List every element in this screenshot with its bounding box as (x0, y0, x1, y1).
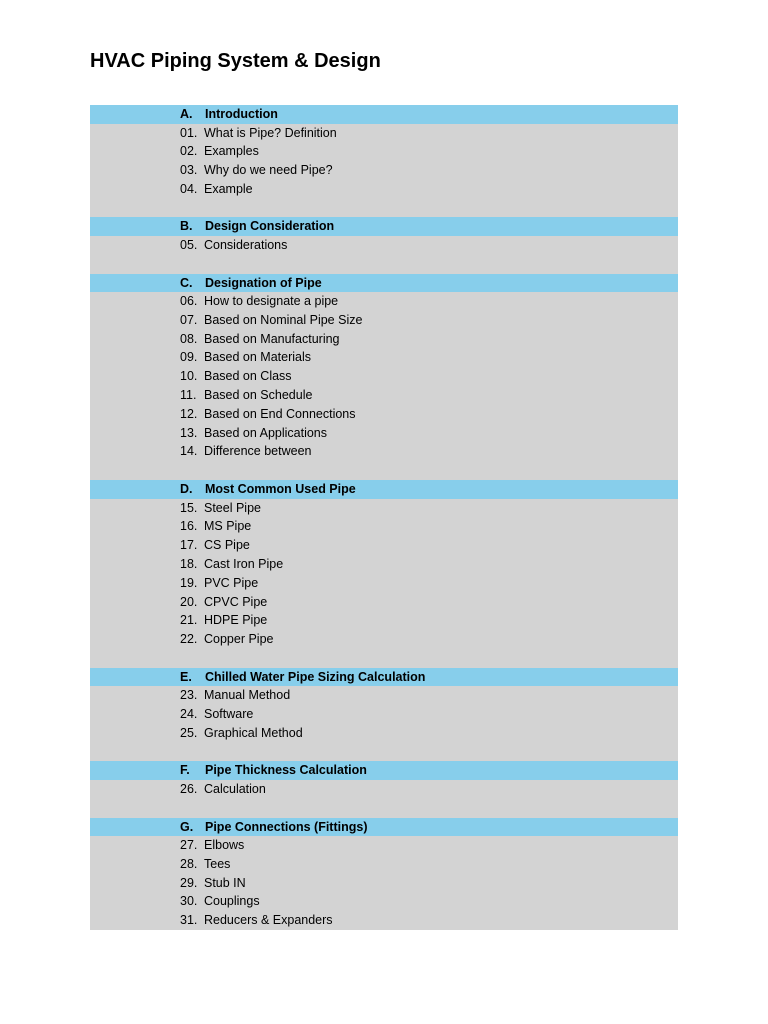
list-item (90, 424, 678, 443)
toc-section (90, 668, 678, 762)
item-number: 30. (180, 894, 198, 909)
item-label: How to designate a pipe (204, 294, 339, 309)
item-label: Reducers & Expanders (204, 913, 333, 928)
item-number: 12. (180, 406, 198, 421)
item-number: 11. (180, 388, 197, 403)
item-number: 17. (180, 538, 198, 553)
item-label: HDPE Pipe (204, 613, 268, 628)
list-item (90, 236, 678, 255)
section-header (90, 274, 678, 293)
list-item (90, 330, 678, 349)
list-item (90, 630, 678, 649)
section-title: Pipe Connections (Fittings) (205, 819, 368, 834)
list-item (90, 405, 678, 424)
item-label: Couplings (204, 894, 260, 909)
section-letter: A. (180, 107, 193, 121)
list-item (90, 348, 678, 367)
section-letter: F. (180, 763, 190, 778)
toc-section (90, 480, 678, 668)
item-label: Stub IN (204, 875, 246, 890)
section-header (90, 668, 678, 687)
item-label: CS Pipe (204, 538, 250, 553)
item-label: Why do we need Pipe? (204, 163, 333, 178)
item-label: Examples (204, 144, 259, 159)
item-label: Based on Class (204, 369, 292, 384)
list-item (90, 892, 678, 911)
section-title: Designation of Pipe (205, 275, 322, 290)
item-label: Based on Applications (204, 425, 328, 440)
list-item (90, 593, 678, 612)
item-number: 10. (180, 369, 198, 384)
item-number: 24. (180, 707, 198, 722)
section-header (90, 105, 678, 124)
section-letter: C. (180, 275, 193, 290)
item-label: CPVC Pipe (204, 594, 268, 609)
item-number: 01. (180, 125, 198, 140)
section-spacer (90, 799, 678, 818)
list-item (90, 292, 678, 311)
table-of-contents (90, 105, 678, 930)
item-label: Based on Schedule (204, 388, 313, 403)
item-label: Software (204, 707, 254, 722)
list-item (90, 780, 678, 799)
item-number: 08. (180, 331, 198, 346)
item-number: 31. (180, 913, 198, 928)
item-number: 04. (180, 181, 198, 196)
item-number: 14. (180, 444, 198, 459)
item-label: Calculation (204, 781, 266, 796)
item-label: Based on Materials (204, 350, 312, 365)
list-item (90, 724, 678, 743)
item-label: Considerations (204, 237, 288, 252)
section-spacer (90, 649, 678, 668)
section-header (90, 761, 678, 780)
toc-section (90, 274, 678, 480)
item-number: 21. (180, 613, 198, 628)
list-item (90, 836, 678, 855)
list-item (90, 180, 678, 199)
section-header (90, 217, 678, 236)
list-item (90, 161, 678, 180)
item-label: Tees (204, 856, 231, 871)
section-title: Chilled Water Pipe Sizing Calculation (205, 669, 426, 684)
section-spacer (90, 199, 678, 218)
item-label: Based on Nominal Pipe Size (204, 312, 363, 327)
item-number: 07. (180, 312, 198, 327)
toc-section (90, 217, 678, 273)
item-label: Based on Manufacturing (204, 331, 340, 346)
section-title: Introduction (205, 107, 278, 121)
item-number: 16. (180, 519, 198, 534)
section-items (90, 236, 678, 274)
section-header (90, 480, 678, 499)
list-item (90, 442, 678, 461)
item-number: 18. (180, 556, 198, 571)
item-label: What is Pipe? Definition (204, 125, 337, 140)
toc-section (90, 761, 678, 817)
section-header (90, 818, 678, 837)
item-label: Difference between (204, 444, 312, 459)
section-spacer (90, 461, 678, 480)
item-label: Cast Iron Pipe (204, 556, 284, 571)
item-number: 23. (180, 688, 198, 703)
section-spacer (90, 743, 678, 762)
section-letter: G. (180, 819, 194, 834)
item-number: 29. (180, 875, 198, 890)
item-label: Elbows (204, 838, 245, 852)
list-item (90, 142, 678, 161)
toc-section (90, 818, 678, 930)
section-items (90, 686, 678, 761)
list-item (90, 536, 678, 555)
list-item (90, 499, 678, 518)
list-item (90, 611, 678, 630)
item-label: Example (204, 181, 253, 196)
list-item (90, 555, 678, 574)
list-item (90, 705, 678, 724)
item-number: 28. (180, 856, 198, 871)
section-letter: B. (180, 219, 193, 234)
item-number: 25. (180, 725, 198, 740)
item-number: 20. (180, 594, 198, 609)
list-item (90, 911, 678, 930)
section-items (90, 836, 678, 930)
item-number: 02. (180, 144, 198, 159)
list-item (90, 124, 678, 143)
section-spacer (90, 255, 678, 274)
item-number: 19. (180, 575, 198, 590)
item-label: Copper Pipe (204, 632, 274, 647)
item-label: Based on End Connections (204, 406, 356, 421)
section-title: Most Common Used Pipe (205, 482, 356, 497)
document-title: HVAC Piping System & Design (90, 50, 381, 72)
list-item (90, 386, 678, 405)
item-number: 22. (180, 632, 198, 647)
section-letter: E. (180, 669, 192, 684)
list-item (90, 874, 678, 893)
section-items (90, 124, 678, 218)
item-label: Manual Method (204, 688, 291, 703)
item-label: Graphical Method (204, 725, 303, 740)
item-number: 05. (180, 237, 198, 252)
section-items (90, 499, 678, 668)
item-number: 09. (180, 350, 198, 365)
list-item (90, 574, 678, 593)
item-number: 26. (180, 781, 198, 796)
list-item (90, 517, 678, 536)
toc-section (90, 105, 678, 217)
section-title: Pipe Thickness Calculation (205, 763, 367, 778)
item-number: 27. (180, 838, 198, 852)
item-number: 03. (180, 163, 198, 178)
item-number: 15. (180, 500, 198, 515)
item-number: 13. (180, 425, 198, 440)
section-title: Design Consideration (205, 219, 335, 234)
item-label: MS Pipe (204, 519, 252, 534)
section-letter: D. (180, 482, 193, 497)
list-item (90, 367, 678, 386)
item-label: Steel Pipe (204, 500, 261, 515)
list-item (90, 311, 678, 330)
item-number: 06. (180, 294, 198, 309)
item-label: PVC Pipe (204, 575, 259, 590)
section-items (90, 780, 678, 818)
section-items (90, 292, 678, 480)
list-item (90, 855, 678, 874)
list-item (90, 686, 678, 705)
